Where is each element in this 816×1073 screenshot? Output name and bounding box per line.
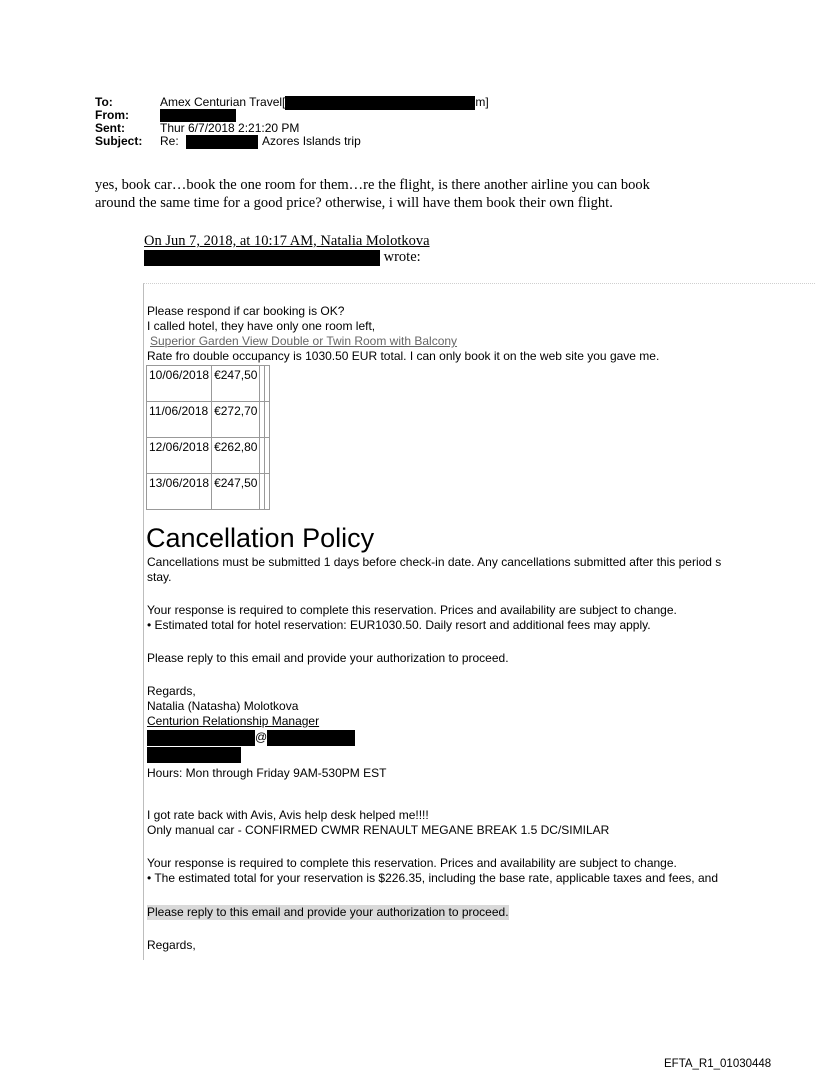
rate-date: 10/06/2018 <box>147 366 212 402</box>
quoted-text: • The estimated total for your reservation is $226.35, including the base rate, applicable taxes and fees, and <box>147 871 718 885</box>
email-header <box>95 96 489 148</box>
highlighted-text: Please reply to this email and provide your authorization to proceed. <box>147 905 509 919</box>
table-cell <box>265 438 270 474</box>
from-label: From: <box>95 108 129 122</box>
reply-line: around the same time for a good price? otherwise, i will have them book their own flight. <box>95 195 613 211</box>
signature-name: Natalia (Natasha) Molotkova <box>147 699 299 713</box>
quote-header-line2 <box>144 248 430 266</box>
policy-text: Cancellations must be submitted 1 days before check-in date. Any cancellations submitted after this period s <box>147 555 722 569</box>
room-link[interactable]: Superior Garden View Double or Twin Room with Balcony <box>150 334 458 348</box>
table-row <box>147 438 270 474</box>
subject-label: Subject: <box>95 134 143 149</box>
rate-date: 11/06/2018 <box>147 402 212 438</box>
quoted-text: I got rate back with Avis, Avis help desk helped me!!!! <box>147 808 429 822</box>
table-row <box>147 402 270 438</box>
policy-text: stay. <box>147 570 172 584</box>
redaction <box>186 135 258 149</box>
quoted-text: Your response is required to complete this reservation. Prices and availability are subject to change. <box>147 603 677 617</box>
reply-body <box>95 176 795 212</box>
quoted-text: Only manual car - CONFIRMED CWMR RENAULT MEGANE BREAK 1.5 DC/SIMILAR <box>147 823 610 837</box>
rate-price: €262,80 <box>212 438 260 474</box>
table-cell <box>265 474 270 510</box>
at-sign: @ <box>255 730 268 745</box>
table-row <box>147 474 270 510</box>
redaction <box>267 730 355 746</box>
subject-prefix: Re: <box>160 134 179 149</box>
sent-row <box>95 122 489 135</box>
quoted-text: Please respond if car booking is OK? <box>147 304 345 318</box>
redaction <box>147 730 255 746</box>
document-id: EFTA_R1_01030448 <box>664 1058 772 1070</box>
quote-header-line: On Jun 7, 2018, at 10:17 AM, Natalia Molotkova <box>144 233 430 249</box>
quote-header <box>144 232 430 266</box>
rate-price: €247,50 <box>212 474 260 510</box>
table-row <box>147 366 270 402</box>
rate-date: 13/06/2018 <box>147 474 212 510</box>
reply-line: yes, book car…book the one room for them…re the flight, is there another airline you can book <box>95 177 650 193</box>
rate-price: €272,70 <box>212 402 260 438</box>
quoted-text: Regards, <box>147 684 196 698</box>
rate-date: 12/06/2018 <box>147 438 212 474</box>
to-label: To: <box>95 95 113 110</box>
redaction <box>147 747 241 763</box>
sent-value: Thur 6/7/2018 2:21:20 PM <box>160 121 300 135</box>
quoted-text: I called hotel, they have only one room left, <box>147 319 376 333</box>
cancellation-heading: Cancellation Policy <box>146 523 375 553</box>
redaction <box>144 250 380 266</box>
rate-price: €247,50 <box>212 366 260 402</box>
to-suffix: m] <box>475 95 489 110</box>
subject-value: Azores Islands trip <box>262 134 361 149</box>
table-cell <box>265 366 270 402</box>
quoted-text: Rate fro double occupancy is 1030.50 EUR total. I can only book it on the web site you gave me. <box>147 349 660 363</box>
signature-title: Centurion Relationship Manager <box>147 714 320 728</box>
signature-email <box>147 730 355 746</box>
to-row <box>95 96 489 109</box>
quoted-text: • Estimated total for hotel reservation: EUR1030.50. Daily resort and additional fees may apply. <box>147 618 651 632</box>
quoted-text: Your response is required to complete this reservation. Prices and availability are subject to change. <box>147 856 677 870</box>
quoted-text: Please reply to this email and provide your authorization to proceed. <box>147 651 509 665</box>
rates-table <box>146 365 270 510</box>
quoted-text: Regards, <box>147 938 196 952</box>
to-value: Amex Centurian Travel[ <box>160 95 286 110</box>
table-cell <box>265 402 270 438</box>
office-hours: Hours: Mon through Friday 9AM-530PM EST <box>147 766 387 780</box>
redaction <box>285 96 475 110</box>
subject-row <box>95 135 489 148</box>
wrote-label: wrote: <box>383 249 421 265</box>
sent-label: Sent: <box>95 121 125 135</box>
